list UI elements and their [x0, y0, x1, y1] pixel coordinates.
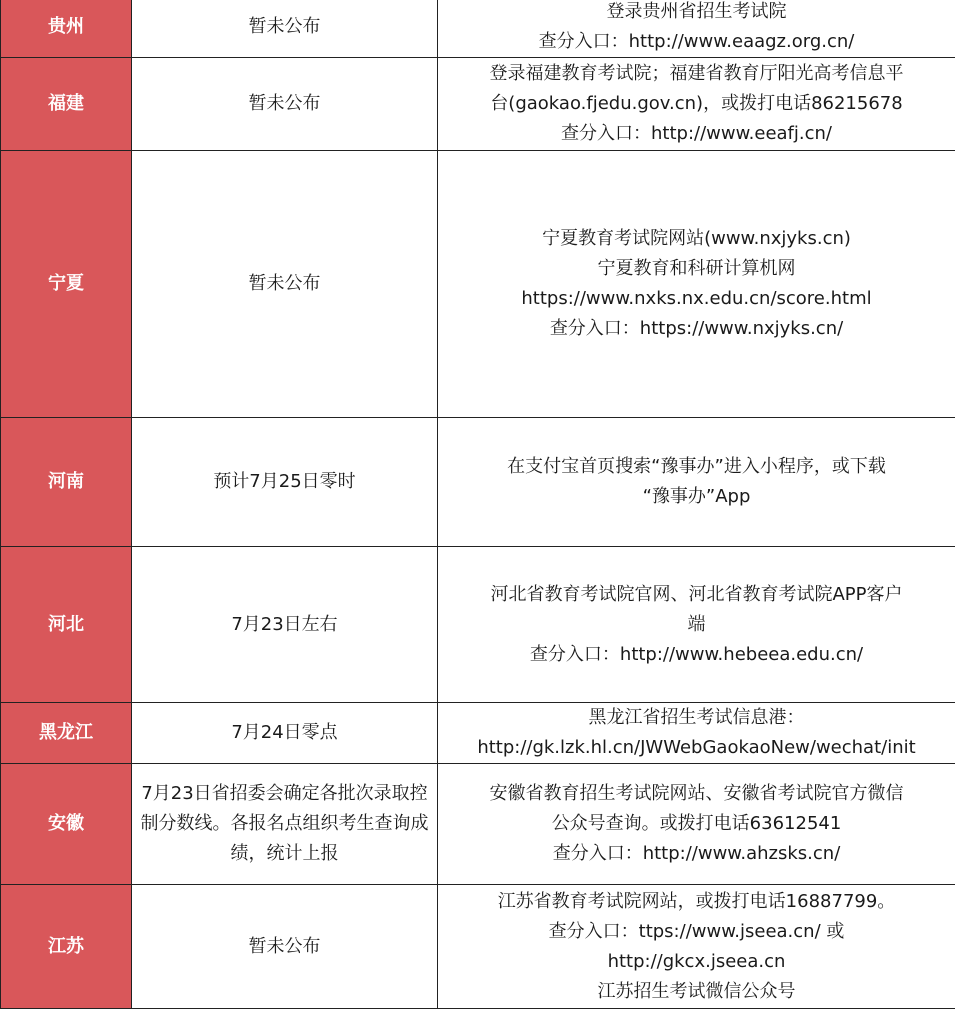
query-channel-cell [438, 0, 955, 58]
release-time-cell: 暂未公布 [132, 151, 438, 418]
query-url[interactable]: 查分入口：http://www.ahzsks.cn/ [444, 839, 949, 869]
query-url[interactable]: http://gkcx.jseea.cn [444, 947, 949, 977]
release-time-cell: 7月23日省招委会确定各批次录取控制分数线。各报名点组织考生查询成绩，统计上报 [132, 764, 438, 885]
query-url[interactable]: 查分入口：http://www.eaagz.org.cn/ [444, 27, 949, 57]
table-row [1, 58, 955, 151]
query-line: 黑龙江省招生考试信息港： [444, 703, 949, 733]
query-line: 台(gaokao.fjedu.gov.cn)，或拨打电话86215678 [444, 89, 949, 119]
query-line: 宁夏教育和科研计算机网 [444, 254, 949, 284]
query-url[interactable]: https://www.nxks.nx.edu.cn/score.html [444, 284, 949, 314]
query-line: 安徽省教育招生考试院网站、安徽省考试院官方微信 [444, 779, 949, 809]
province-cell: 黑龙江 [1, 703, 132, 764]
query-line: 端 [444, 610, 949, 640]
query-line: 江苏招生考试微信公众号 [444, 977, 949, 1007]
query-line: 河北省教育考试院官网、河北省教育考试院APP客户 [444, 580, 949, 610]
release-time-cell: 暂未公布 [132, 885, 438, 1009]
query-channel-cell [438, 151, 955, 418]
query-line: 登录贵州省招生考试院 [444, 0, 949, 27]
query-url[interactable]: 查分入口：https://www.nxjyks.cn/ [444, 314, 949, 344]
province-cell: 河南 [1, 418, 132, 547]
province-cell: 宁夏 [1, 151, 132, 418]
query-line: 在支付宝首页搜索“豫事办”进入小程序，或下载 [444, 452, 949, 482]
province-cell: 河北 [1, 547, 132, 703]
table-row [1, 0, 955, 58]
query-line: 宁夏教育考试院网站(www.nxjyks.cn) [444, 224, 949, 254]
table-row [1, 885, 955, 1009]
query-url[interactable]: 查分入口：ttps://www.jseea.cn/ 或 [444, 917, 949, 947]
table-row [1, 764, 955, 885]
query-url[interactable]: 查分入口：http://www.hebeea.edu.cn/ [444, 640, 949, 670]
query-channel-cell [438, 703, 955, 764]
query-channel-cell [438, 885, 955, 1009]
query-channel-cell [438, 418, 955, 547]
table-row [1, 703, 955, 764]
release-time-cell: 暂未公布 [132, 58, 438, 151]
query-url[interactable]: http://gk.lzk.hl.cn/JWWebGaokaoNew/wechat/init [444, 733, 949, 763]
query-line: 江苏省教育考试院网站，或拨打电话16887799。 [444, 887, 949, 917]
query-channel-cell [438, 547, 955, 703]
release-time-cell: 7月23日左右 [132, 547, 438, 703]
table-row [1, 418, 955, 547]
release-time-cell: 预计7月25日零时 [132, 418, 438, 547]
release-time-cell: 7月24日零点 [132, 703, 438, 764]
province-cell: 安徽 [1, 764, 132, 885]
province-cell: 贵州 [1, 0, 132, 58]
province-cell: 福建 [1, 58, 132, 151]
query-line: 公众号查询。或拨打电话63612541 [444, 809, 949, 839]
query-line: 登录福建教育考试院；福建省教育厅阳光高考信息平 [444, 59, 949, 89]
table-row [1, 547, 955, 703]
query-channel-cell [438, 764, 955, 885]
query-url[interactable]: 查分入口：http://www.eeafj.cn/ [444, 119, 949, 149]
query-line: “豫事办”App [444, 482, 949, 512]
release-time-cell: 暂未公布 [132, 0, 438, 58]
province-cell: 江苏 [1, 885, 132, 1009]
query-channel-cell [438, 58, 955, 151]
table-row [1, 151, 955, 418]
